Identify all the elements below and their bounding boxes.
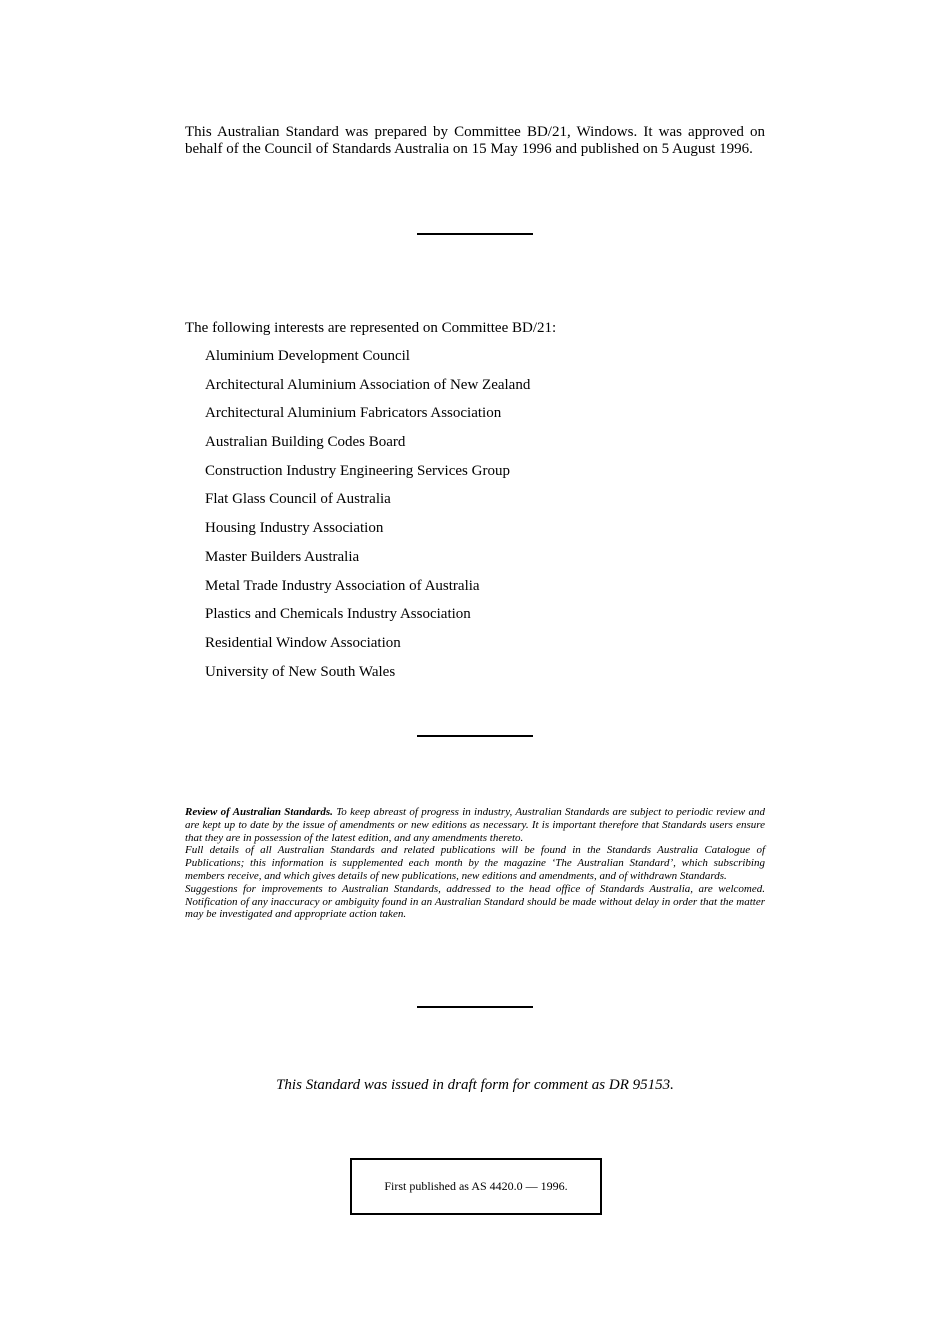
- list-item: Australian Building Codes Board: [205, 434, 406, 451]
- list-item: Residential Window Association: [205, 634, 401, 651]
- list-item: Plastics and Chemicals Industry Association: [205, 606, 471, 623]
- review-text-1: To keep abreast of progress in industry, Australian Standards are subject to periodic review and are kept up to date by the issue of amendments or new editions as necessary. It is important therefore that Standards users ensure that they are in possession of the latest edition, and any amendments thereto.: [185, 806, 765, 844]
- list-item: Housing Industry Association: [205, 520, 384, 537]
- list-item: Aluminium Development Council: [205, 348, 410, 364]
- list-item: University of New South Wales: [205, 663, 396, 680]
- divider-rule: [417, 735, 533, 737]
- divider-rule: [417, 233, 533, 235]
- first-published-text: First published as AS 4420.0 — 1996.: [384, 1179, 568, 1193]
- interests-list: [205, 346, 530, 690]
- review-lead: Review of Australian Standards.: [185, 806, 333, 818]
- review-paragraph-3: Suggestions for improvements to Australian Standards, addressed to the head office of Standards Australia, are welcomed. Notification of any inaccuracy or ambiguity found in an Australian Standard should be made without delay in order that the matter may be investigated and appropriate action taken.: [185, 882, 765, 921]
- interests-heading: The following interests are represented on Committee BD/21:: [185, 320, 557, 336]
- review-notice: [185, 806, 765, 921]
- list-item: Flat Glass Council of Australia: [205, 491, 391, 508]
- list-item: Architectural Aluminium Association of New Zealand: [205, 376, 531, 393]
- first-published-box: [350, 1158, 602, 1215]
- list-item: Master Builders Australia: [205, 548, 360, 565]
- review-paragraph-2: Full details of all Australian Standards and related publications will be found in the Standards Australia Catalogue of Publications; this information is supplemented each month by the magazine ‘The Australian Standard’, which subscribing members receive, and which gives details of new publications, new editions and amendments, and of withdrawn Standards.: [185, 844, 765, 882]
- divider-rule: [417, 1006, 533, 1008]
- committee-intro: This Australian Standard was prepared by Committee BD/21, Windows. It was approved on behalf of the Council of Standards Australia on 15 May 1996 and published on 5 August 1996.: [185, 124, 765, 157]
- draft-notice: This Standard was issued in draft form for comment as DR 95153.: [276, 1077, 674, 1093]
- list-item: Architectural Aluminium Fabricators Association: [205, 405, 502, 422]
- list-item: Construction Industry Engineering Services Group: [205, 462, 510, 479]
- review-paragraph-1: [185, 806, 765, 844]
- list-item: Metal Trade Industry Association of Australia: [205, 577, 480, 594]
